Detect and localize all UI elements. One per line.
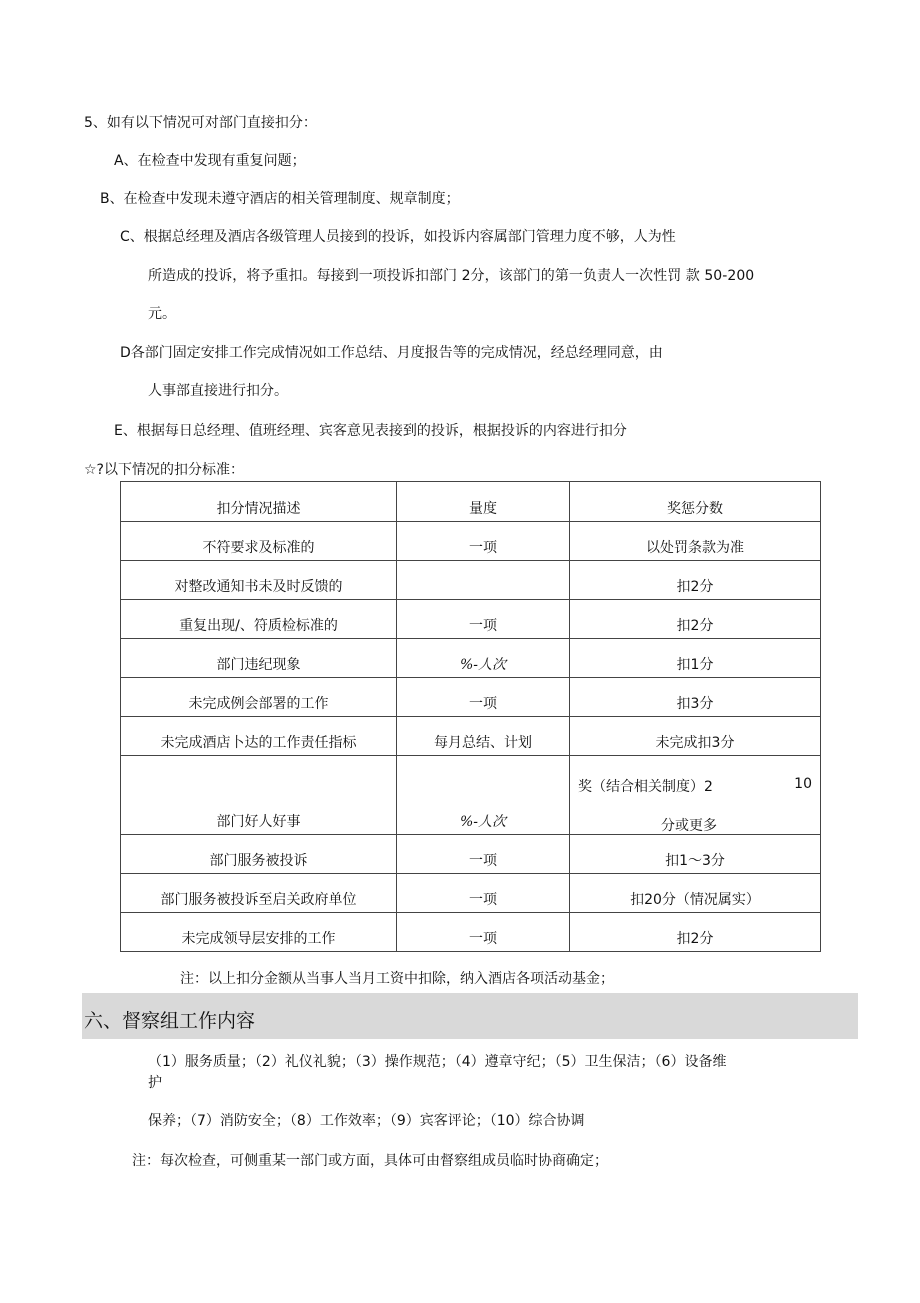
item5-c-line3: 元。	[148, 306, 176, 322]
row-measure: 一项	[397, 522, 570, 561]
row-measure: %-人次	[397, 756, 570, 835]
row-score: 扣20分（情况属实）	[570, 874, 821, 913]
row-score: 扣2分	[570, 913, 821, 952]
table-header-row	[121, 482, 821, 522]
row-measure: 一项	[397, 874, 570, 913]
table-row	[121, 561, 821, 600]
row-desc: 未完成酒店卜达的工作责任指标	[121, 717, 397, 756]
table-row	[121, 874, 821, 913]
item5-d-line2: 人事部直接进行扣分。	[148, 383, 288, 399]
row-desc: 部门服务被投诉至启关政府单位	[121, 874, 397, 913]
table-row	[121, 678, 821, 717]
row-desc: 重复出现/、符质检标准的	[121, 600, 397, 639]
section6-note: 注：每次检查，可侧重某一部门或方面，具体可由督察组成员临时协商确定；	[132, 1153, 608, 1169]
row-measure	[397, 561, 570, 600]
header-desc: 扣分情况描述	[121, 482, 397, 522]
item5-d-line1: D各部门固定安排工作完成情况如工作总结、月度报告等的完成情况，经总经理同意，由	[120, 345, 663, 361]
reward-score-text: 奖（结合相关制度）2	[578, 779, 713, 795]
row-measure: 一项	[397, 600, 570, 639]
row-desc: 部门服务被投诉	[121, 835, 397, 874]
item5-e: E、根据每日总经理、值班经理、宾客意见表接到的投诉，根据投诉的内容进行扣分	[114, 423, 627, 439]
table-row	[121, 913, 821, 952]
standard-title: ☆?以下情况的扣分标准：	[84, 462, 244, 478]
table-row	[121, 835, 821, 874]
row-desc: 未完成领导层安排的工作	[121, 913, 397, 952]
item5-a: A、在检查中发现有重复问题；	[114, 153, 306, 169]
section6-line1: （1）服务质量；（2）礼仪礼貌；（3）操作规范；（4）遵章守纪；（5）卫生保洁；（6）设备维	[148, 1054, 727, 1070]
row-score-cell	[570, 756, 821, 835]
item5-c-line1: C、根据总经理及酒店各级管理人员接到的投诉，如投诉内容属部门管理力度不够，人为性	[120, 229, 676, 245]
row-desc: 未完成例会部署的工作	[121, 678, 397, 717]
row-score: 未完成扣3分	[570, 717, 821, 756]
reward-score-suffix: 分或更多	[661, 818, 717, 834]
row-score: 扣1分	[570, 639, 821, 678]
row-measure: %-人次	[397, 639, 570, 678]
section6-line2: 保养；（7）消防安全；（8）工作效率；（9）宾客评论；（10）综合协调	[148, 1113, 585, 1129]
item5-b: B、在检查中发现未遵守酒店的相关管理制度、规章制度；	[100, 191, 460, 207]
reward-score-amount: 10	[794, 776, 812, 792]
row-measure: 一项	[397, 913, 570, 952]
row-desc: 对整改通知书未及时反馈的	[121, 561, 397, 600]
item5-c-line2: 所造成的投诉，将予重扣。每接到一项投诉扣部门 2分，该部门的第一负责人一次性罚 款 50-200	[148, 268, 755, 284]
row-score: 扣2分	[570, 561, 821, 600]
row-measure: 一项	[397, 678, 570, 717]
section6-line1b: 护	[148, 1075, 162, 1091]
header-measure: 量度	[397, 482, 570, 522]
row-score: 扣3分	[570, 678, 821, 717]
header-score: 奖惩分数	[570, 482, 821, 522]
deduction-table	[120, 481, 821, 952]
row-score: 以处罚条款为准	[570, 522, 821, 561]
row-desc: 不符要求及标准的	[121, 522, 397, 561]
table-note: 注：以上扣分金额从当事人当月工资中扣除，纳入酒店各项活动基金；	[180, 971, 614, 987]
section-title: 六、督察组工作内容	[84, 1010, 256, 1032]
table-row	[121, 522, 821, 561]
row-desc: 部门违纪现象	[121, 639, 397, 678]
row-measure: 一项	[397, 835, 570, 874]
row-score: 扣1～3分	[570, 835, 821, 874]
table-row	[121, 756, 821, 835]
table-row	[121, 717, 821, 756]
row-score: 扣2分	[570, 600, 821, 639]
table-row	[121, 639, 821, 678]
table-row	[121, 600, 821, 639]
row-desc: 部门好人好事	[121, 756, 397, 835]
row-measure: 每月总结、计划	[397, 717, 570, 756]
item5-heading: 5、如有以下情况可对部门直接扣分：	[84, 115, 317, 131]
